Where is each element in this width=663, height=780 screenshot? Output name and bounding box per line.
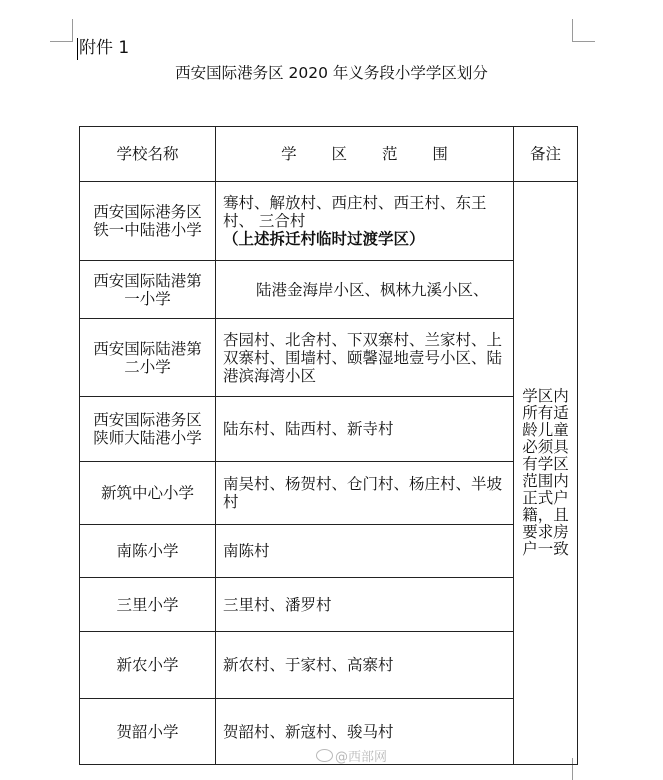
school-name: 南陈小学 — [116, 542, 179, 560]
district-scope: 贺韶村、新寇村、骏马村 — [223, 722, 394, 741]
crop-mark-top-right — [572, 19, 595, 42]
district-scope: 南吴村、杨贺村、仓门村、杨庄村、半坡村 — [223, 475, 503, 511]
weibo-icon — [316, 749, 333, 762]
watermark: @西部网 — [316, 746, 387, 765]
school-name: 西安国际港务区铁一中陆港小学 — [93, 203, 202, 239]
district-scope: 陆东村、陆西村、新寺村 — [223, 420, 394, 438]
header-remarks: 备注 — [529, 145, 561, 163]
district-scope: 南陈村 — [223, 542, 270, 560]
school-name: 新筑中心小学 — [100, 484, 194, 502]
header-school-name: 学校名称 — [116, 145, 179, 163]
district-scope: 杏园村、北舍村、下双寨村、兰家村、上双寨村、围墙村、颐馨湿地壹号小区、陆港滨海湾小区 — [223, 330, 503, 385]
school-name: 三里小学 — [116, 595, 179, 614]
school-name: 西安国际陆港第二小学 — [93, 339, 202, 376]
document-title: 西安国际港务区 2020 年义务段小学学区划分 — [175, 64, 488, 82]
district-scope: 骞村、解放村、西庄村、西王村、东王村、 三合村（上述拆迁村临时过渡学区） — [223, 194, 487, 248]
district-scope-remark: （上述拆迁村临时过渡学区） — [223, 230, 425, 248]
district-scope: 陆港金海岸小区、枫林九溪小区、 — [256, 280, 489, 299]
school-name: 新农小学 — [116, 656, 179, 674]
attachment-label: 附件 1 — [79, 38, 130, 58]
school-name: 贺韶小学 — [116, 722, 179, 741]
district-scope: 新农村、于家村、高寨村 — [223, 656, 394, 674]
district-scope: 三里村、潘罗村 — [223, 595, 332, 614]
crop-mark-top-left — [50, 19, 73, 42]
school-name: 西安国际港务区陕师大陆港小学 — [93, 411, 202, 447]
header-district-scope: 学 区 范 围 — [281, 145, 463, 163]
remarks-cell: 学区内所有适龄儿童必须具有学区范围内正式户籍，且要求房户一致 — [522, 387, 569, 558]
school-name: 西安国际陆港第一小学 — [93, 271, 202, 308]
